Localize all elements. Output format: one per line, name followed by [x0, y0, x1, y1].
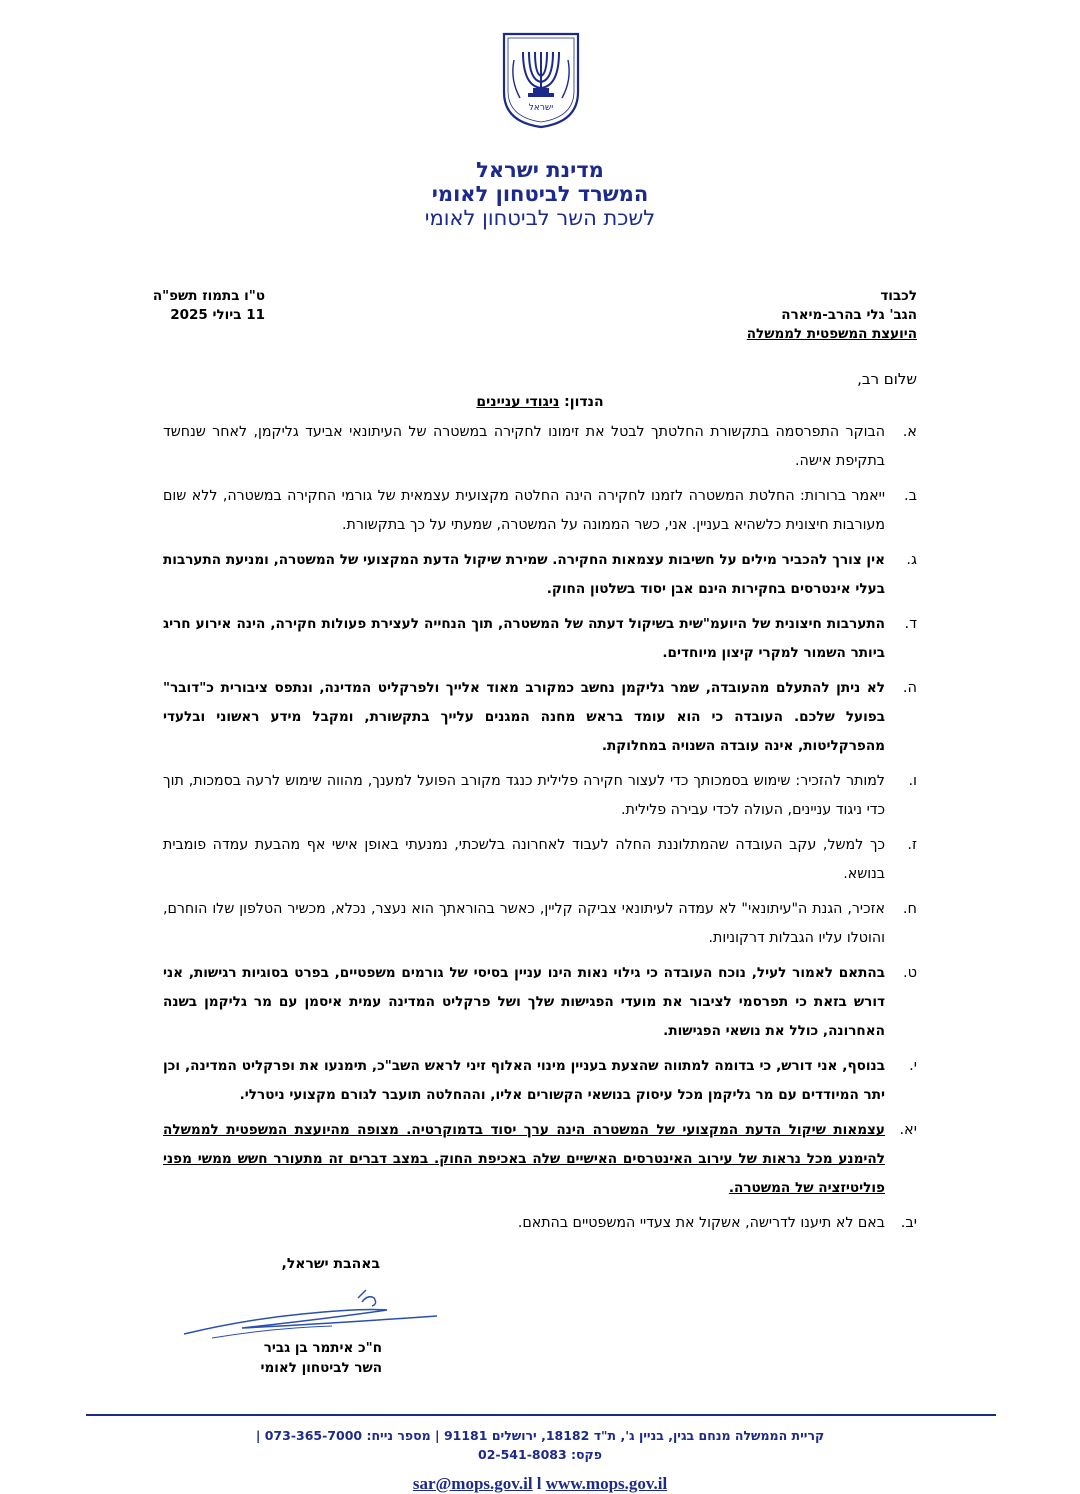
email-link[interactable]: sar@mops.gov.il: [412, 1474, 533, 1493]
list-item: [163, 1209, 917, 1238]
item-label: ט.: [902, 965, 917, 981]
item-label: ו.: [908, 773, 917, 789]
closing-line: באהבת ישראל,: [281, 1256, 380, 1272]
list-item: [163, 674, 917, 761]
recipient-name: הגב' גלי בהרב-מיארה: [781, 307, 917, 323]
item-text: אזכיר, הגנת ה"עיתונאי" לא עמדה לעיתונאי צביקה קליין, כאשר בהוראתך הוא נעצר, נכלא, מכשיר הטלפון שלו הוחרם, והוטלו עליו הגבלות דרקוניות.: [163, 901, 885, 946]
item-text: בנוסף, אני דורש, כי בדומה למתווה שהצעת בעניין מינוי האלוף זיני לראש השב"כ, תימנעו את ופרקליט המדינה, וכן יתר המיודדים עם מר גליקמן מכל עיסוק בנושאי הקשורים אליו, וההחלטה תועבר לגורם מקצועי ניטרלי.: [163, 1058, 885, 1103]
item-text: למותר להזכיר: שימוש בסמכותך כדי לעצור חקירה פלילית כנגד מקורב הפועל למענך, מהווה שימוש לרעה בסמכות, תוך כדי ניגוד עניינים, העולה לכדי עבירה פלילית.: [163, 773, 885, 818]
item-label: ה.: [902, 680, 917, 696]
item-label: ח.: [902, 901, 917, 917]
footer-separator: l: [536, 1474, 542, 1493]
recipient-line-1: לכבוד: [880, 288, 917, 304]
footer-links: [0, 1474, 1080, 1494]
item-label: יב.: [900, 1215, 917, 1231]
item-text: הבוקר התפרסמה בתקשורת החלטתך לבטל את זימונו לחקירה במשטרה של העיתונאי אביעד גליקמן, לאחר שנחשד בתקיפת אישה.: [163, 424, 885, 469]
subject-prefix: הנדון:: [564, 394, 604, 410]
item-text: ייאמר ברורות: החלטת המשטרה לזמנו לחקירה הינה החלטה מקצועית עצמאית של גורמי החקירה במשטרה, ללא שום מעורבות חיצונית כלשהיא בעניין. אני, כשר הממונה על המשטרה, שמעתי על כך בתקשורת.: [163, 488, 885, 533]
website-link[interactable]: www.mops.gov.il: [545, 1474, 668, 1493]
signer-name: ח"כ איתמר בן גביר: [263, 1340, 382, 1356]
item-text: בהתאם לאמור לעיל, נוכח העובדה כי גילוי נאות הינו עניין בסיסי של גורמים משפטיים, בפרט בסוגיות רגישות, אני דורש בזאת כי תפרסמי לציבור את מועדי הפגישות שלך ושל פרקליט המדינה עמית איסמן עם מר גליקמן בשנה האחרונה, כולל את נושאי הפגישות.: [163, 965, 885, 1039]
subject-line: [0, 394, 1080, 410]
list-item: [163, 895, 917, 953]
state-emblem-icon: [500, 30, 582, 130]
emblem-text: ישראל: [528, 103, 554, 113]
list-item: [163, 959, 917, 1046]
handwritten-signature-icon: [182, 1284, 442, 1346]
item-label: א.: [902, 424, 917, 440]
item-label: ג.: [906, 552, 917, 568]
list-item: [163, 610, 917, 668]
letter-body: [163, 418, 917, 1244]
hebrew-date: ט"ו בתמוז תשפ"ה: [152, 288, 265, 304]
list-item: [163, 831, 917, 889]
date-block: [65, 287, 265, 325]
signature-block: [261, 1338, 383, 1378]
footer-fax: פקס: 02-541-8083: [478, 1447, 602, 1462]
gregorian-date: 11 ביולי 2025: [170, 307, 265, 323]
list-item: [163, 482, 917, 540]
header-state: מדינת ישראל: [476, 158, 604, 182]
footer-divider: [86, 1414, 996, 1416]
list-item: [163, 767, 917, 825]
item-text: כך למשל, עקב העובדה שהמתלוננת החלה לעבוד לאחרונה בלשכתי, נמנעתי באופן אישי אף מהבעת עמדה פומבית בנושא.: [163, 837, 885, 882]
item-text: עצמאות שיקול הדעת המקצועי של המשטרה הינה ערך יסוד בדמוקרטיה. מצופה מהיועצת המשפטית לממשלה להימנע מכל נראות של עירוב האינטרסים האישיים שלה באכיפת החוק. במצב דברים זה מתעורר חשש ממשי מפני פוליטיזציה של המשטרה.: [163, 1122, 885, 1196]
footer-address: קריית הממשלה מנחם בגין, בניין ג', ת"ד 18182, ירושלים 91181 | מספר נייח: 073-365-7000 |: [255, 1428, 825, 1443]
item-text: התערבות חיצונית של היועמ"שית בשיקול דעתה של המשטרה, תוך הנחייה לעצירת פעולות חקירה, הינה אירוע חריג ביותר השמור למקרי קיצון מיוחדים.: [163, 616, 885, 661]
header-ministry: המשרד לביטחון לאומי: [431, 182, 649, 206]
greeting: שלום רב,: [857, 370, 917, 388]
list-item: [163, 1116, 917, 1203]
list-item: [163, 546, 917, 604]
item-label: ז.: [907, 837, 917, 853]
list-item: [163, 1052, 917, 1110]
item-label: ד.: [904, 616, 917, 632]
item-label: ב.: [904, 488, 917, 504]
list-item: [163, 418, 917, 476]
item-label: יא.: [899, 1122, 917, 1138]
item-text: באם לא תיענו לדרישה, אשקול את צעדיי המשפטיים בהתאם.: [517, 1215, 885, 1231]
item-text: לא ניתן להתעלם מהעובדה, שמר גליקמן נחשב כמקורב מאוד אלייך ולפרקליט המדינה, ונתפס ציבורית כ"דובר" בפועל שלכם. העובדה כי הוא עומד בראש מחנה המגנים עלייך בתקשורת, ומקבל מידע ראשוני ובלעדי מהפרקליטות, אינה עובדה השנויה במחלוקת.: [163, 680, 885, 754]
item-text: אין צורך להכביר מילים על חשיבות עצמאות החקירה. שמירת שיקול הדעת המקצועי של המשטרה, ומניעת התערבות בעלי אינטרסים בחקירות הינם אבן יסוד בשלטון החוק.: [163, 552, 885, 597]
subject-text: ניגודי עניינים: [476, 394, 560, 410]
recipient-block: [747, 287, 917, 344]
signer-title: השר לביטחון לאומי: [260, 1360, 382, 1376]
item-label: י.: [909, 1058, 917, 1074]
recipient-title: היועצת המשפטית לממשלה: [746, 326, 917, 342]
header-office: לשכת השר לביטחון לאומי: [424, 206, 656, 230]
